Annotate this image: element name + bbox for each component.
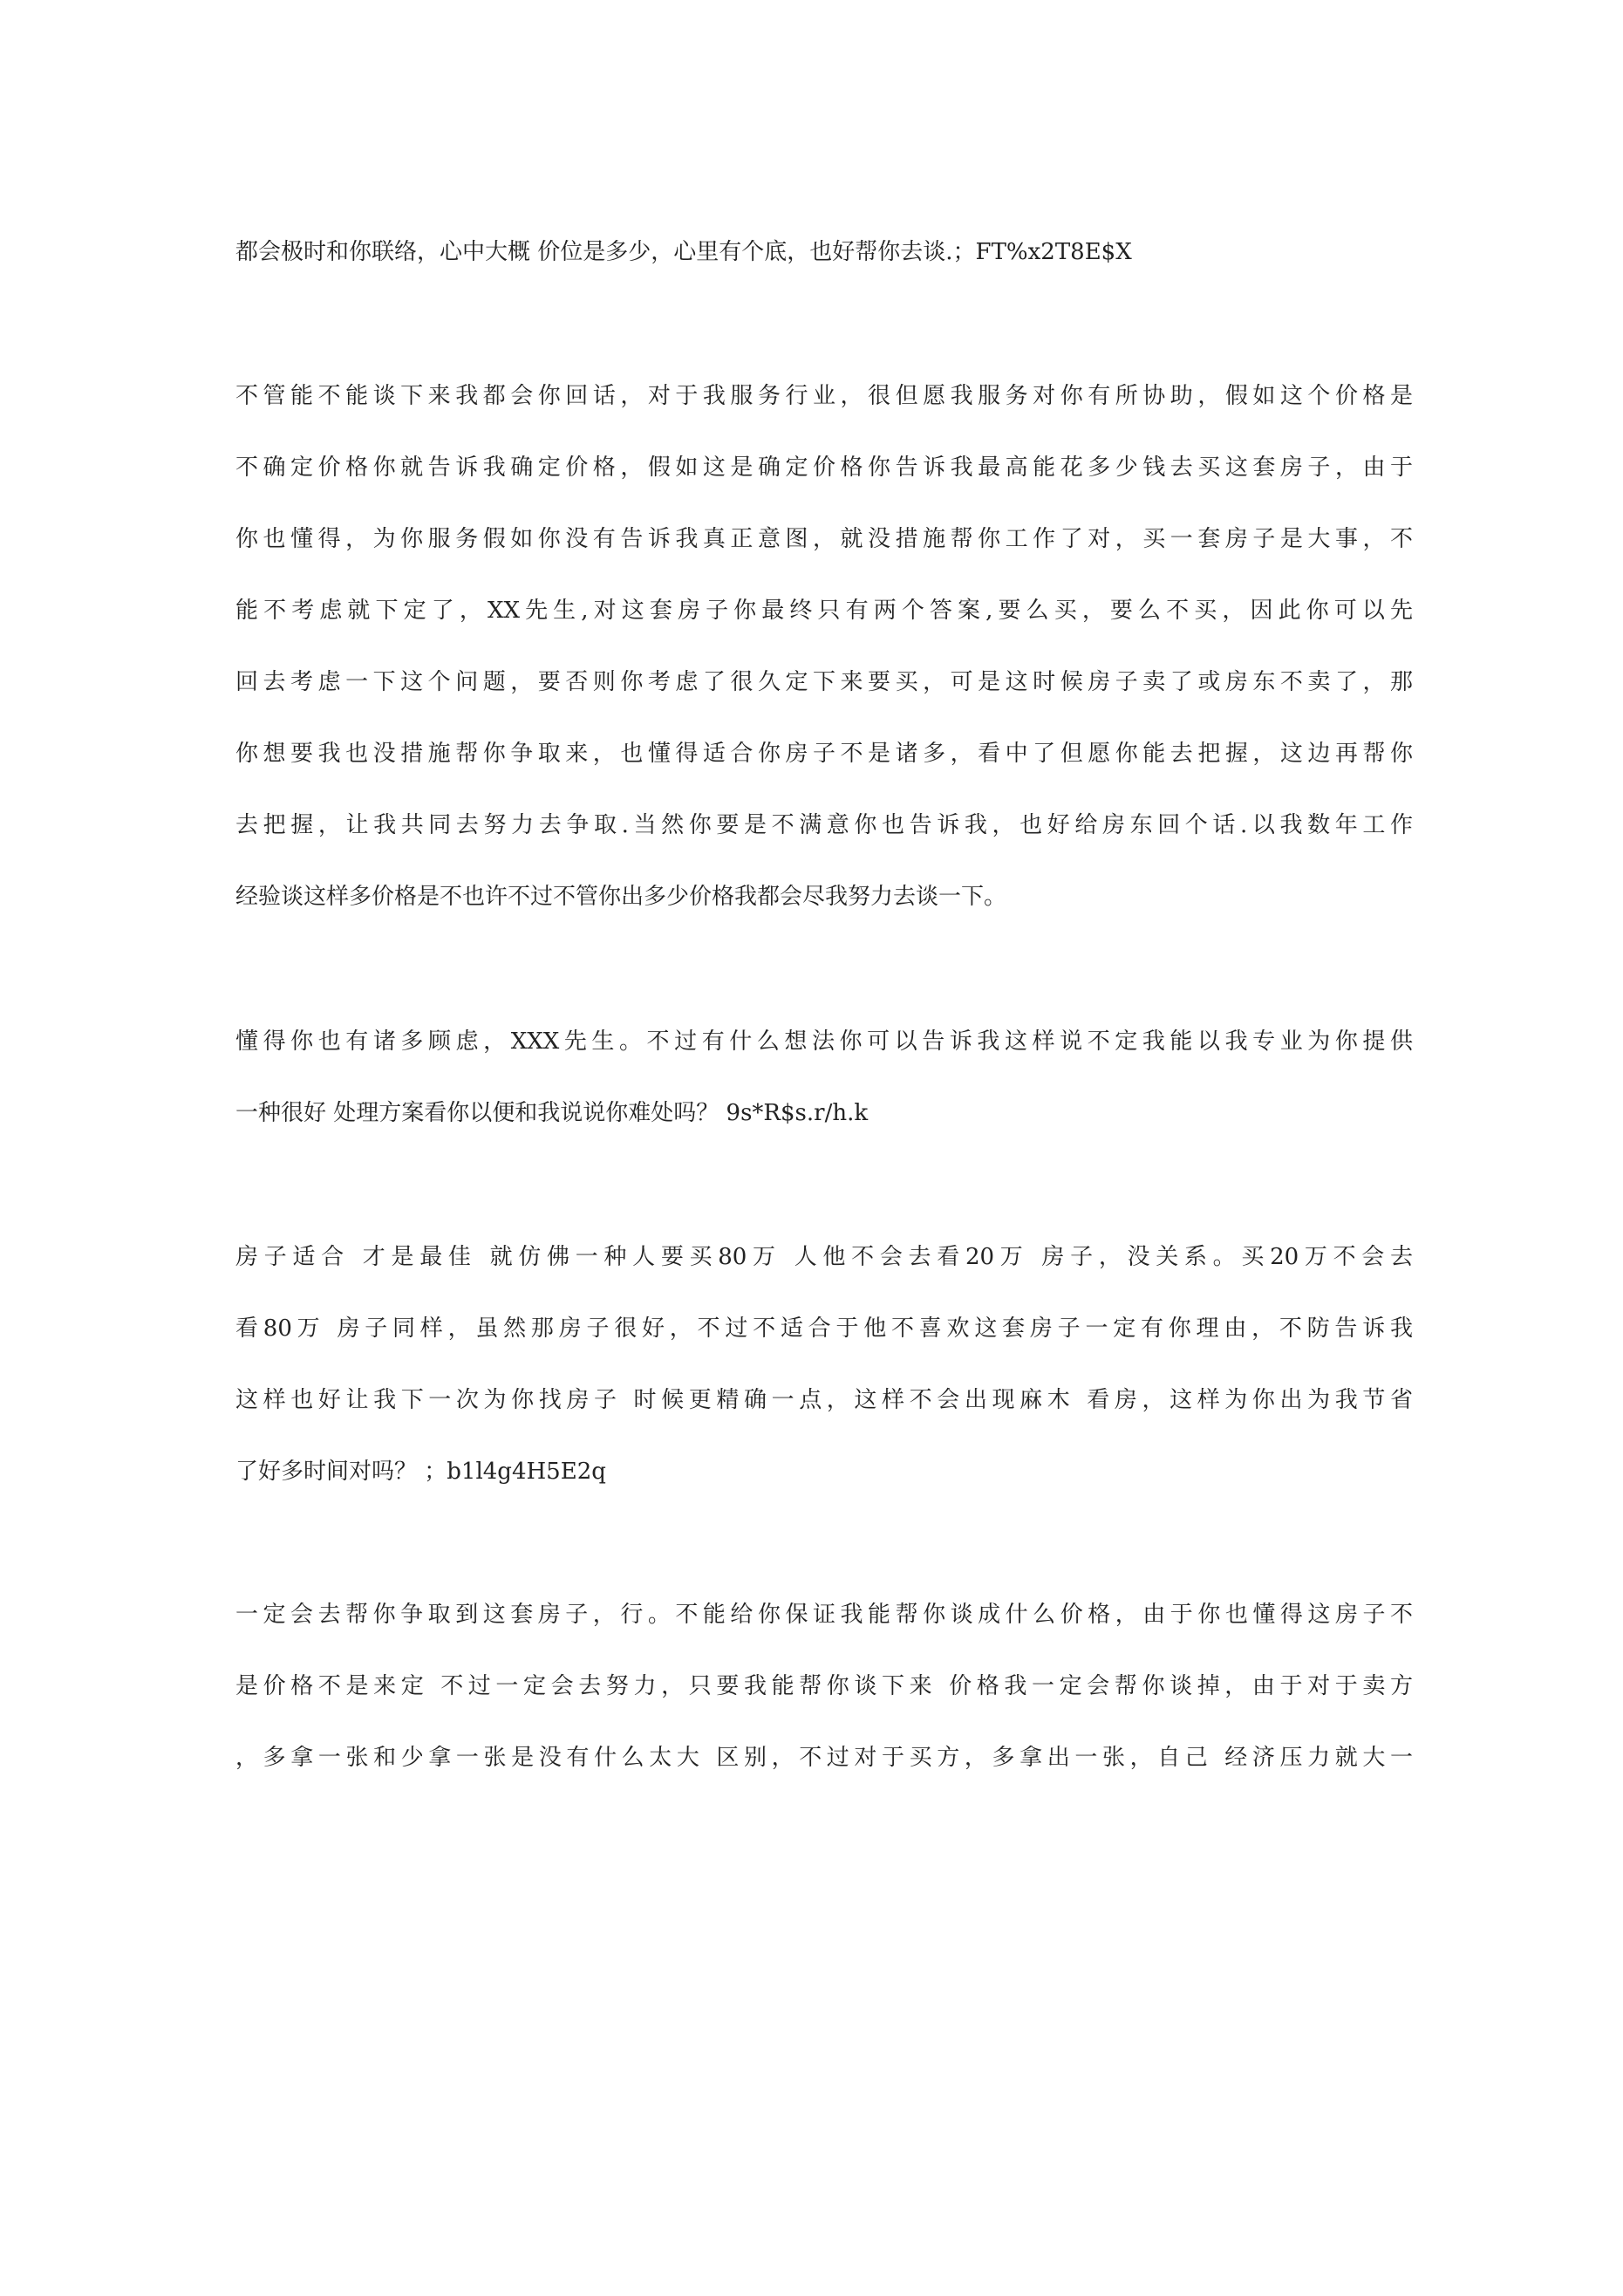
paragraph-line: 一定会去帮你争取到这套房子，行。不能给你保证我能帮你谈成什么价格，由于你也懂得这房子不: [235, 1602, 1413, 1628]
paragraph-line: 了好多时间对吗？ ；b1l4g4H5E2q: [235, 1459, 606, 1485]
paragraph-line: 懂得你也有诸多顾虑，XXX先生。不过有什么想法你可以告诉我这样说不定我能以我专业为你提供: [235, 1028, 1413, 1055]
paragraph-2: [235, 360, 1413, 933]
paragraph-line: 都会极时和你联络，心中大概 价位是多少，心里有个底，也好帮你去谈.；FT%x2T8E$X: [235, 239, 1132, 265]
paragraph-line: ，多拿一张和少拿一张是没有什么太大 区别，不过对于买方，多拿出一张，自己 经济压力就大一: [235, 1745, 1413, 1771]
paragraph-3: [235, 1006, 1413, 1149]
paragraph-line: 这样也好让我下一次为你找房子 时候更精确一点，这样不会出现麻木 看房，这样为你出为我节省: [235, 1387, 1413, 1413]
paragraph-5: [235, 1579, 1413, 1794]
paragraph-line: 你想要我也没措施帮你争取来，也懂得适合你房子不是诸多，看中了但愿你能去把握，这边再帮你: [235, 741, 1413, 767]
paragraph-1: [235, 216, 1413, 288]
paragraph-line: 看80万 房子同样，虽然那房子很好，不过不适合于他不喜欢这套房子一定有你理由，不防告诉我: [235, 1315, 1413, 1342]
paragraph-line: 能不考虑就下定了，XX先生,对这套房子你最终只有两个答案,要么买，要么不买，因此你可以先: [235, 598, 1413, 624]
paragraph-line: 经验谈这样多价格是不也许不过不管你出多少价格我都会尽我努力去谈一下。: [235, 884, 1007, 910]
paragraph-line: 回去考虑一下这个问题，要否则你考虑了很久定下来要买，可是这时候房子卖了或房东不卖了，那: [235, 669, 1413, 695]
paragraph-line: 你也懂得，为你服务假如你没有告诉我真正意图，就没措施帮你工作了对，买一套房子是大事，不: [235, 526, 1413, 552]
paragraph-line: 是价格不是来定 不过一定会去努力，只要我能帮你谈下来 价格我一定会帮你谈掉，由于对于卖方: [235, 1673, 1413, 1699]
paragraph-line: 去把握，让我共同去努力去争取.当然你要是不满意你也告诉我，也好给房东回个话.以我数年工作: [235, 812, 1413, 838]
paragraph-4: [235, 1221, 1413, 1507]
paragraph-line: 一种很好 处理方案看你以便和我说说你难处吗？ 9s*R$s.r/h.k: [235, 1100, 869, 1126]
paragraph-line: 不管能不能谈下来我都会你回话，对于我服务行业，很但愿我服务对你有所协助，假如这个价格是: [235, 383, 1413, 409]
paragraph-line: 房子适合 才是最佳 就仿佛一种人要买80万 人他不会去看20万 房子，没关系。买20万不会去: [235, 1244, 1413, 1270]
paragraph-line: 不确定价格你就告诉我确定价格，假如这是确定价格你告诉我最高能花多少钱去买这套房子，由于: [235, 454, 1413, 481]
